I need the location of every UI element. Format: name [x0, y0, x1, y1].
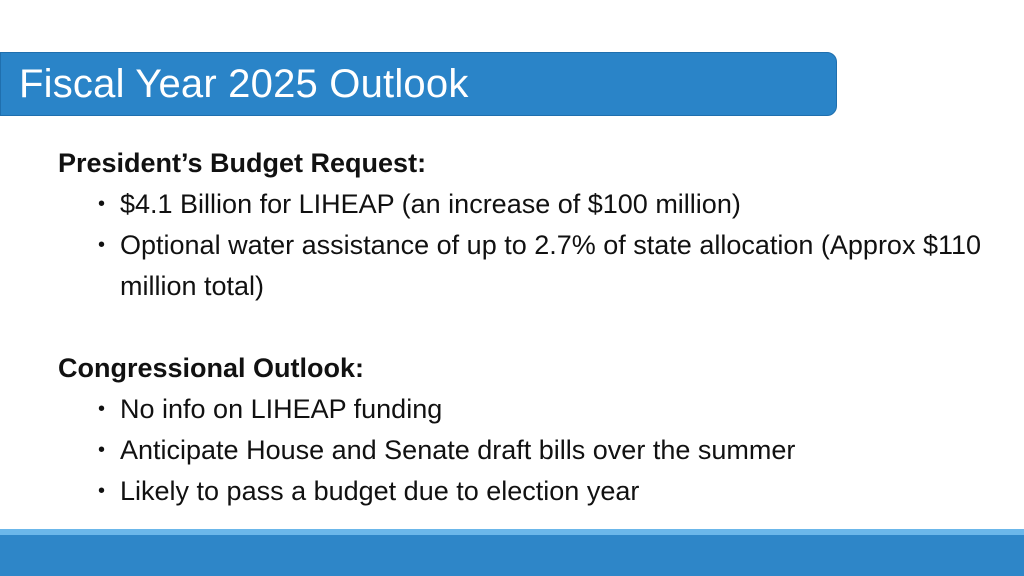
footer-bar [0, 529, 1024, 576]
bullet-icon: • [98, 398, 106, 420]
section-heading-budget-request: President’s Budget Request: [58, 148, 427, 178]
slide-title: Fiscal Year 2025 Outlook [19, 61, 469, 106]
list-item [58, 184, 998, 225]
bullet-text: Optional water assistance of up to 2.7% of state allocation (Approx $110 million total) [120, 230, 982, 301]
list-item [58, 389, 998, 430]
list-item [58, 225, 998, 307]
slide-body [58, 143, 998, 512]
list-item [58, 430, 998, 471]
bullet-icon: • [98, 480, 106, 502]
bullet-text: Likely to pass a budget due to election year [120, 476, 640, 506]
bullet-text: Anticipate House and Senate draft bills over the summer [120, 435, 796, 465]
congressional-outlook-list [58, 389, 998, 512]
bullet-icon: • [98, 193, 106, 215]
bullet-icon: • [98, 234, 106, 256]
section-heading-congressional-outlook: Congressional Outlook: [58, 353, 365, 383]
bullet-icon: • [98, 439, 106, 461]
budget-request-list [58, 184, 998, 307]
bullet-text: No info on LIHEAP funding [120, 394, 443, 424]
section-spacer [58, 307, 998, 348]
title-banner [0, 52, 837, 116]
list-item [58, 471, 998, 512]
bullet-text: $4.1 Billion for LIHEAP (an increase of $100 million) [120, 189, 741, 219]
